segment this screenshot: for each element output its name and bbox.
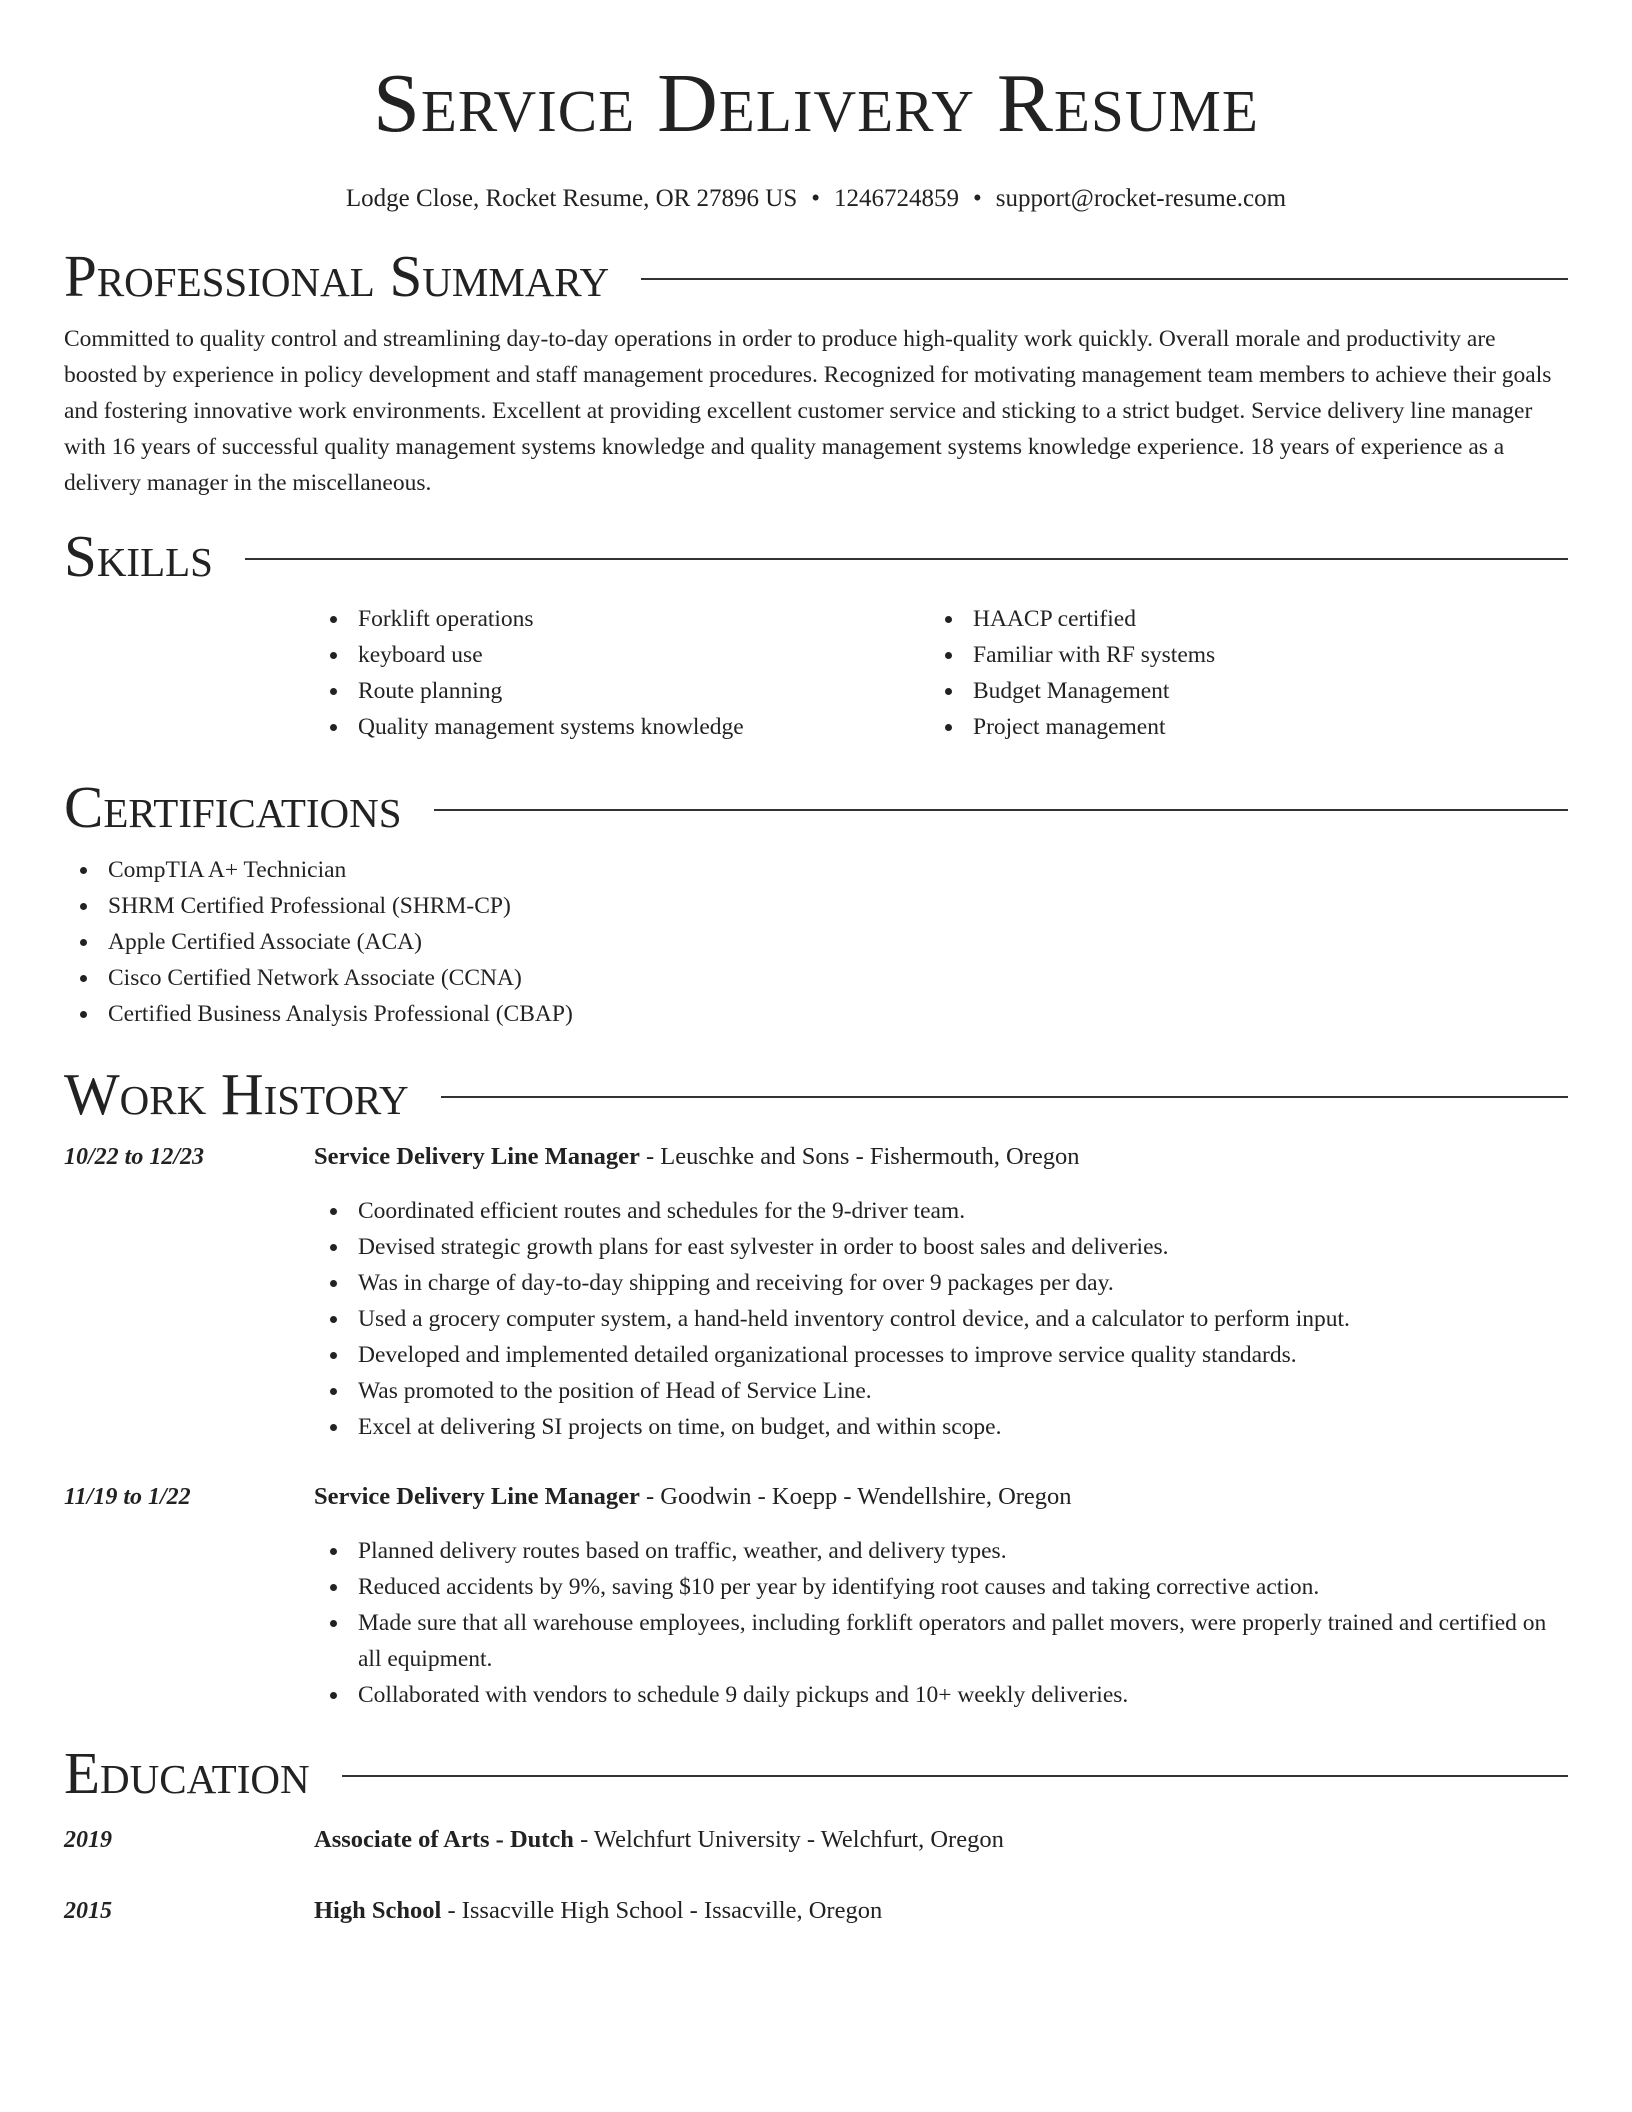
skill-item: keyboard use bbox=[314, 637, 929, 673]
work-section-header bbox=[64, 1062, 1568, 1126]
resume-title: Service Delivery Resume bbox=[373, 57, 1259, 150]
contact-address: Lodge Close, Rocket Resume, OR 27896 US bbox=[345, 185, 798, 212]
skill-item: Budget Management bbox=[929, 673, 1544, 709]
job-entry bbox=[64, 1139, 1568, 1445]
section-divider bbox=[441, 1096, 1568, 1098]
job-main bbox=[314, 1139, 1568, 1445]
skill-item: Project management bbox=[929, 709, 1544, 745]
education-heading-line bbox=[314, 1822, 1568, 1858]
education-year: 2015 bbox=[64, 1898, 112, 1924]
section-divider bbox=[641, 278, 1568, 280]
job-entry bbox=[64, 1479, 1568, 1713]
education-heading: Education bbox=[64, 1740, 310, 1806]
certification-item: Apple Certified Associate (ACA) bbox=[64, 924, 1568, 960]
summary-heading: Professional Summary bbox=[64, 243, 610, 309]
certifications-heading: Certifications bbox=[64, 774, 402, 840]
job-bullet: Was in charge of day-to-day shipping and receiving for over 9 packages per day. bbox=[314, 1265, 1568, 1301]
contact-phone: 1246724859 bbox=[834, 185, 960, 212]
job-main bbox=[314, 1479, 1568, 1713]
job-dates: 11/19 to 1/22 bbox=[64, 1484, 191, 1510]
skills-heading: Skills bbox=[64, 523, 213, 589]
job-details: - Leuschke and Sons - Fishermouth, Oregon bbox=[639, 1143, 1080, 1170]
education-main bbox=[314, 1822, 1568, 1858]
skills-grid bbox=[314, 601, 1568, 745]
skills-list-right bbox=[929, 601, 1544, 745]
job-bullets bbox=[314, 1193, 1568, 1445]
certifications-list bbox=[64, 852, 1568, 1032]
summary-section-header bbox=[64, 244, 1568, 308]
education-section-header bbox=[64, 1741, 1568, 1805]
education-degree: Associate of Arts - Dutch bbox=[314, 1826, 574, 1853]
education-heading-line bbox=[314, 1893, 1568, 1929]
education-entry bbox=[64, 1822, 1568, 1858]
job-dates: 10/22 to 12/23 bbox=[64, 1144, 205, 1170]
work-heading: Work History bbox=[64, 1061, 409, 1127]
certification-item: Cisco Certified Network Associate (CCNA) bbox=[64, 960, 1568, 996]
education-entry bbox=[64, 1893, 1568, 1929]
job-bullet: Coordinated efficient routes and schedules for the 9-driver team. bbox=[314, 1193, 1568, 1229]
contact-separator: • bbox=[973, 185, 982, 212]
education-details: - Welchfurt University - Welchfurt, Oregon bbox=[573, 1826, 1004, 1853]
summary-text: Committed to quality control and streamlining day-to-day operations in order to produce high-quality work quickly. Overall morale and productivity are boosted by experience in policy development and staff management procedures. Recognized for motivating management team members to achieve their goals and fostering innovative work environments. Excellent at providing excellent customer service and sticking to a strict budget. Service delivery line manager with 16 years of successful quality management systems knowledge and quality management systems knowledge experience. 18 years of experience as a delivery manager in the miscellaneous. bbox=[64, 326, 1552, 496]
job-bullet: Developed and implemented detailed organizational processes to improve service quality standards. bbox=[314, 1337, 1568, 1373]
education-year: 2019 bbox=[64, 1827, 112, 1853]
job-bullet: Excel at delivering SI projects on time, on budget, and within scope. bbox=[314, 1409, 1568, 1445]
job-title: Service Delivery Line Manager bbox=[314, 1143, 640, 1170]
job-bullet: Made sure that all warehouse employees, including forklift operators and pallet movers, were properly trained and certified on all equipment. bbox=[314, 1605, 1568, 1677]
job-bullet: Planned delivery routes based on traffic, weather, and delivery types. bbox=[314, 1533, 1568, 1569]
section-divider bbox=[342, 1775, 1568, 1777]
section-divider bbox=[245, 558, 1568, 560]
certification-item: CompTIA A+ Technician bbox=[64, 852, 1568, 888]
skill-item: Route planning bbox=[314, 673, 929, 709]
contact-email: support@rocket-resume.com bbox=[995, 185, 1287, 212]
certifications-section-header bbox=[64, 775, 1568, 839]
education-degree: High School bbox=[314, 1897, 442, 1924]
certification-item: Certified Business Analysis Professional (CBAP) bbox=[64, 996, 1568, 1032]
education-main bbox=[314, 1893, 1568, 1929]
job-heading bbox=[314, 1479, 1568, 1515]
skill-item: Familiar with RF systems bbox=[929, 637, 1544, 673]
skill-item: Quality management systems knowledge bbox=[314, 709, 929, 745]
job-details: - Goodwin - Koepp - Wendellshire, Oregon bbox=[639, 1483, 1072, 1510]
skill-item: Forklift operations bbox=[314, 601, 929, 637]
skills-section-header bbox=[64, 524, 1568, 588]
job-bullet: Collaborated with vendors to schedule 9 daily pickups and 10+ weekly deliveries. bbox=[314, 1677, 1568, 1713]
job-heading bbox=[314, 1139, 1568, 1175]
certification-item: SHRM Certified Professional (SHRM-CP) bbox=[64, 888, 1568, 924]
contact-line bbox=[64, 184, 1568, 214]
job-title: Service Delivery Line Manager bbox=[314, 1483, 640, 1510]
job-bullet: Used a grocery computer system, a hand-held inventory control device, and a calculator to perform input. bbox=[314, 1301, 1568, 1337]
section-divider bbox=[434, 809, 1568, 811]
job-bullet: Reduced accidents by 9%, saving $10 per year by identifying root causes and taking corrective action. bbox=[314, 1569, 1568, 1605]
contact-separator: • bbox=[811, 185, 821, 212]
job-bullets bbox=[314, 1533, 1568, 1713]
education-details: - Issacville High School - Issacville, Oregon bbox=[441, 1897, 883, 1924]
skill-item: HAACP certified bbox=[929, 601, 1544, 637]
skills-list-left bbox=[314, 601, 929, 745]
job-bullet: Was promoted to the position of Head of Service Line. bbox=[314, 1373, 1568, 1409]
job-bullet: Devised strategic growth plans for east sylvester in order to boost sales and deliveries. bbox=[314, 1229, 1568, 1265]
